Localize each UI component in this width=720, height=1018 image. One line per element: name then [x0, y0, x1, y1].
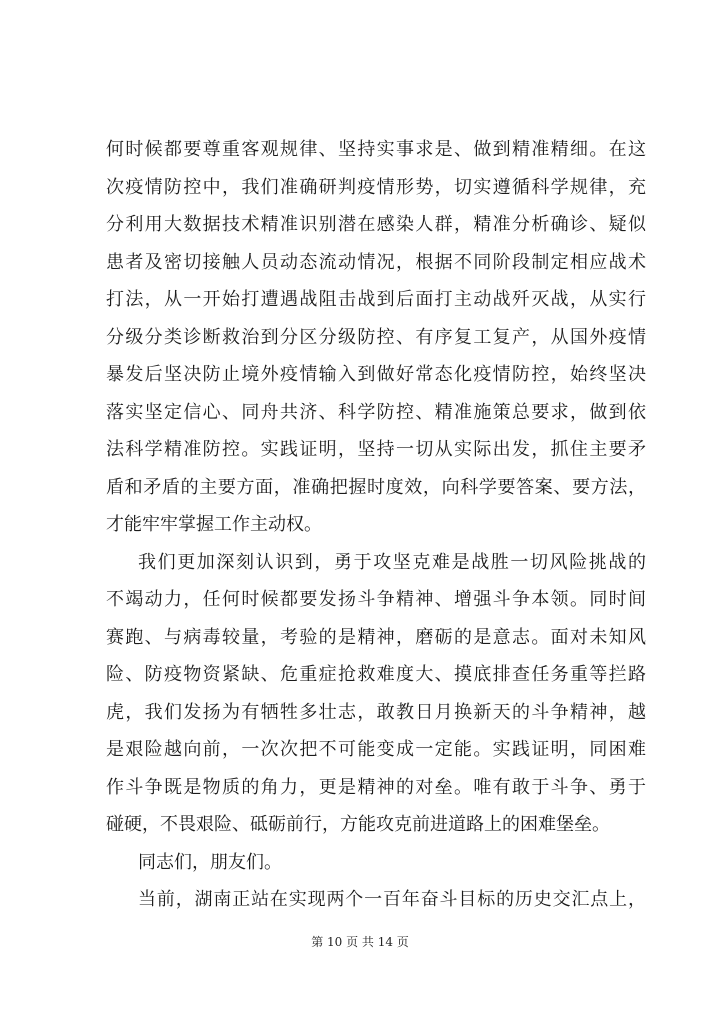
- text-line: 分利用大数据技术精准识别潜在感染人群，精准分析确诊、疑似: [106, 214, 646, 235]
- text-line: 不竭动力，任何时候都要发扬斗争精神、增强斗争本领。同时间: [106, 589, 646, 610]
- text-line: 险、防疫物资紧缺、危重症抢救难度大、摸底排查任务重等拦路: [106, 664, 646, 685]
- text-line: 我们更加深刻认识到，勇于攻坚克难是战胜一切风险挑战的: [138, 551, 646, 573]
- page-number-footer: 第 10 页 共 14 页: [311, 935, 409, 949]
- text-line: 同志们，朋友们。: [138, 851, 282, 873]
- text-line: 盾和矛盾的主要方面，准确把握时度效，向科学要答案、要方法，: [106, 476, 646, 498]
- text-line: 虎，我们发扬为有牺牲多壮志，敢教日月换新天的斗争精神，越: [106, 701, 646, 723]
- text-line: 赛跑、与病毒较量，考验的是精神，磨砺的是意志。面对未知风: [106, 626, 646, 648]
- text-line: 落实坚定信心、同舟共济、科学防控、精准施策总要求，做到依: [106, 401, 646, 423]
- text-line: 是艰险越向前，一次次把不可能变成一定能。实践证明，同困难: [106, 739, 646, 760]
- text-line: 次疫情防控中，我们准确研判疫情形势，切实遵循科学规律，充: [106, 176, 646, 198]
- text-line: 何时候都要尊重客观规律、坚持实事求是、做到精准精细。在这: [106, 139, 646, 160]
- text-line: 当前，湖南正站在实现两个一百年奋斗目标的历史交汇点上，: [138, 889, 646, 910]
- text-line: 暴发后坚决防止境外疫情输入到做好常态化疫情防控，始终坚决: [106, 364, 646, 385]
- text-line: 作斗争既是物质的角力，更是精神的对垒。唯有敢于斗争、勇于: [106, 776, 646, 798]
- text-line: 法科学精准防控。实践证明，坚持一切从实际出发，抓住主要矛: [106, 439, 646, 460]
- body-text: [106, 131, 646, 919]
- text-line: 打法，从一开始打遭遇战阻击战到后面打主动战歼灭战，从实行: [106, 289, 646, 310]
- text-line: 患者及密切接触人员动态流动情况，根据不同阶段制定相应战术: [106, 251, 646, 273]
- text-line: 碰硬，不畏艰险、砥砺前行，方能攻克前进道路上的困难堡垒。: [106, 814, 610, 835]
- text-line: 才能牢牢掌握工作主动权。: [106, 514, 322, 535]
- text-line: 分级分类诊断救治到分区分级防控、有序复工复产，从国外疫情: [106, 326, 646, 348]
